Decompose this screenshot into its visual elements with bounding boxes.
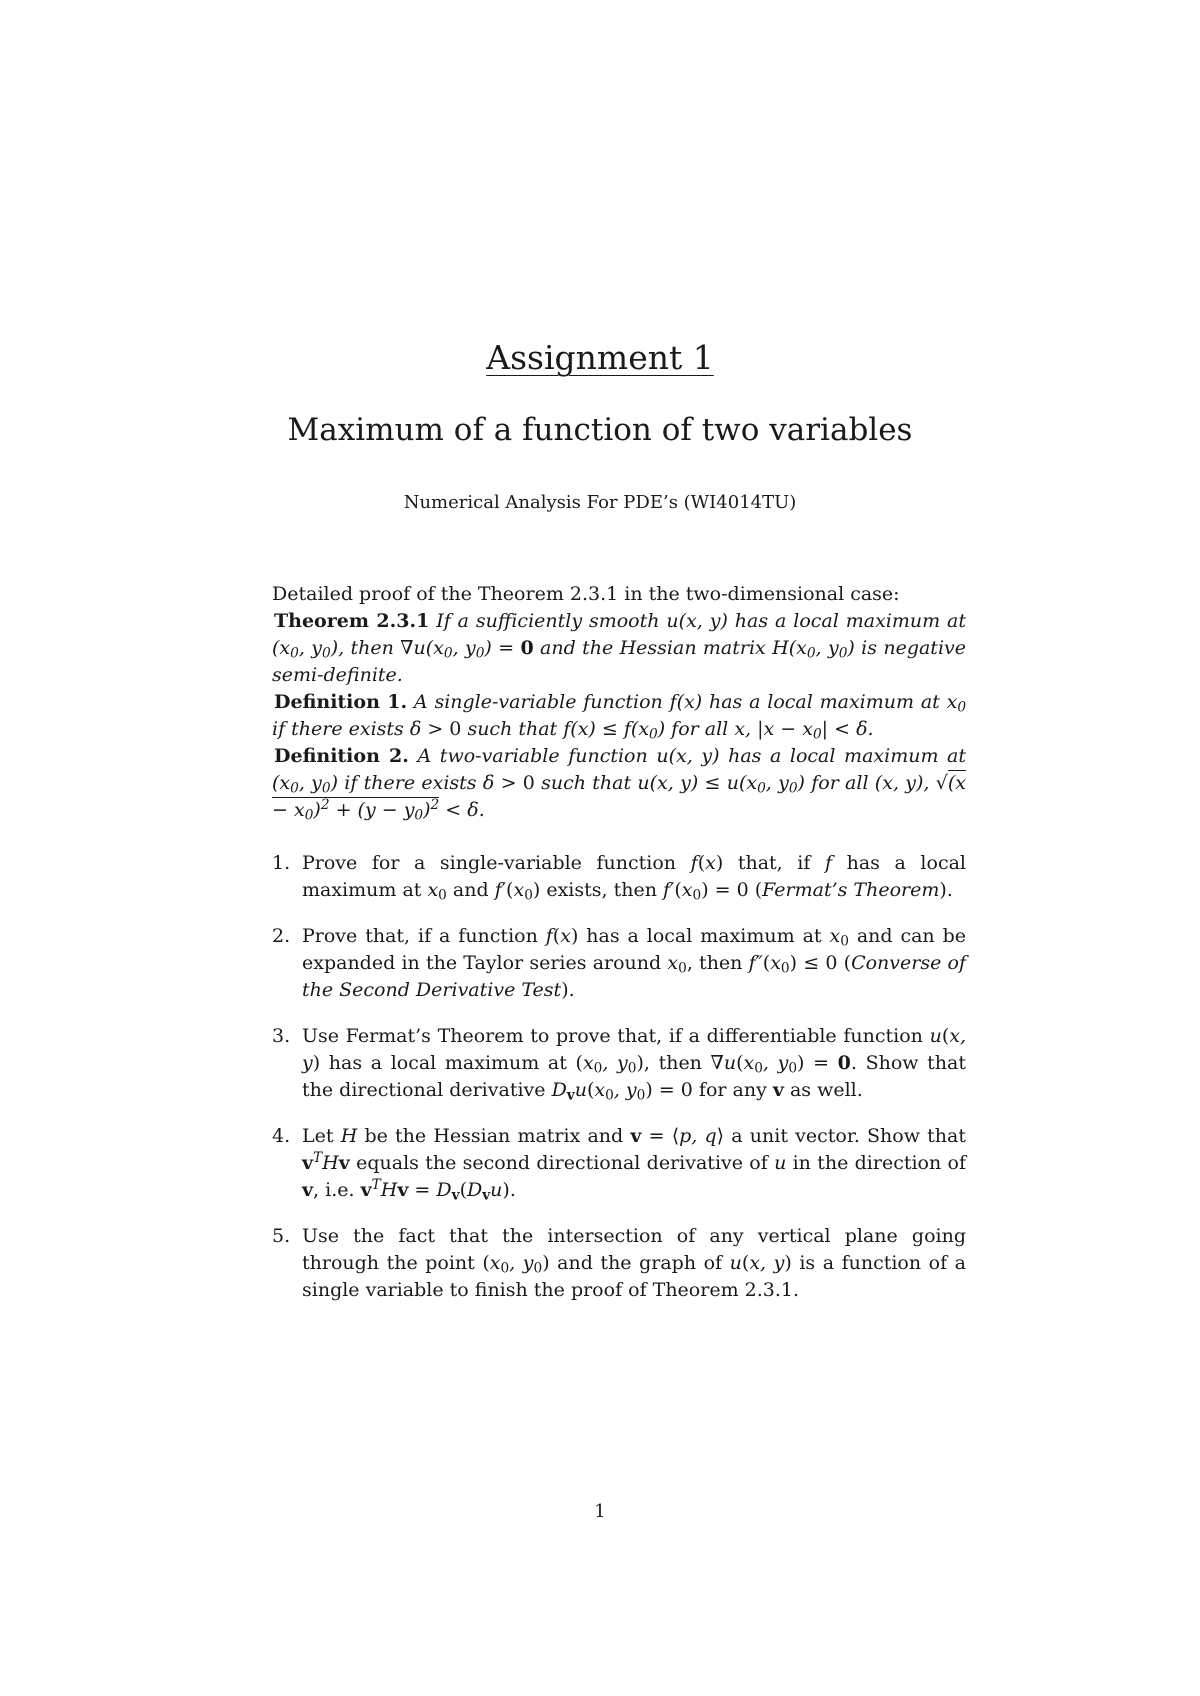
exercise-5: 5. Use the fact that the intersection of any vertical plane going through the point ($x_0$, $y_0$) and the graph of u(x, y) is a function of a single variable to finish the proof of Theorem 2.3.1. (272, 1225, 966, 1301)
exercise-number: 3. (272, 1025, 291, 1047)
exercise-number: 2. (272, 925, 291, 947)
definition-2-label: Definition 2. (274, 745, 409, 767)
exercise-list (272, 850, 966, 1304)
definition-1: Definition 1. A single-variable function f(x) has a local maximum at $x_0$ if there exists δ > 0 such that $f(x) \le f(x_0)$ for all x, $|x - x_0| < \delta$. (272, 691, 967, 743)
exercise-2: 2. Prove that, if a function f(x) has a local maximum at $x_0$ and can be expanded in the Taylor series around $x_0$, then $f''(x_0) \le 0$ (Converse of the Second Derivative Test). (272, 925, 967, 1001)
intro-text: Detailed proof of the Theorem 2.3.1 in the two-dimensional case: (272, 583, 900, 605)
document-subtitle: Maximum of a function of two variables (287, 412, 913, 448)
exercise-number: 4. (272, 1125, 291, 1147)
exercise-number: 5. (272, 1225, 291, 1247)
exercise-3: 3. Use Fermat’s Theorem to prove that, if a differentiable function u(x, y) has a local maximum at ($x_0$, $y_0$), then $\nabla u(x_0$, $y_0) = 0$. Show that the directional derivative $D_vu(x_0$, $y_0) = 0$ for any v as well. (272, 1025, 966, 1104)
theorem-label: Theorem 2.3.1 (274, 610, 430, 632)
page-number: 1 (594, 1501, 606, 1522)
document-title: Assignment 1 (486, 338, 714, 377)
definition-2: Definition 2. A two-variable function u(x, y) has a local maximum at ($x_0$, $y_0$) if there exists δ > 0 such that u(x, $y) \le u(x_0$, $y_0$) for all (x, y), $√(x - x_0)^2 + (y - y_0)^2 < \delta$. (272, 745, 967, 824)
theorem-2-3-1: Theorem 2.3.1 If a sufficiently smooth u(x, y) has a local maximum at ($x_0$, $y_0$), then $\nabla u(x_0$, $y_0) = 0$ and the Hessian matrix $H(x_0$, $y_0$) is negative semi-definite. (272, 610, 967, 686)
assignment-body (272, 581, 966, 1323)
definition-1-label: Definition 1. (274, 691, 408, 713)
exercise-4: 4. Let H be the Hessian matrix and v = ⟨p, q⟩ a unit vector. Show that $v^THv$ equals the second directional derivative of u in the direction of v, i.e. $v^THv = D_v(D_vu)$. (272, 1125, 967, 1204)
course-name: Numerical Analysis For PDE’s (WI4014TU) (403, 492, 797, 513)
exercise-number: 1. (272, 852, 291, 874)
exercise-1: 1. Prove for a single-variable function f(x) that, if f has a local maximum at $x_0$ and $f'(x_0)$ exists, then $f'(x_0) = 0$ (Fermat’s Theorem). (272, 852, 966, 904)
